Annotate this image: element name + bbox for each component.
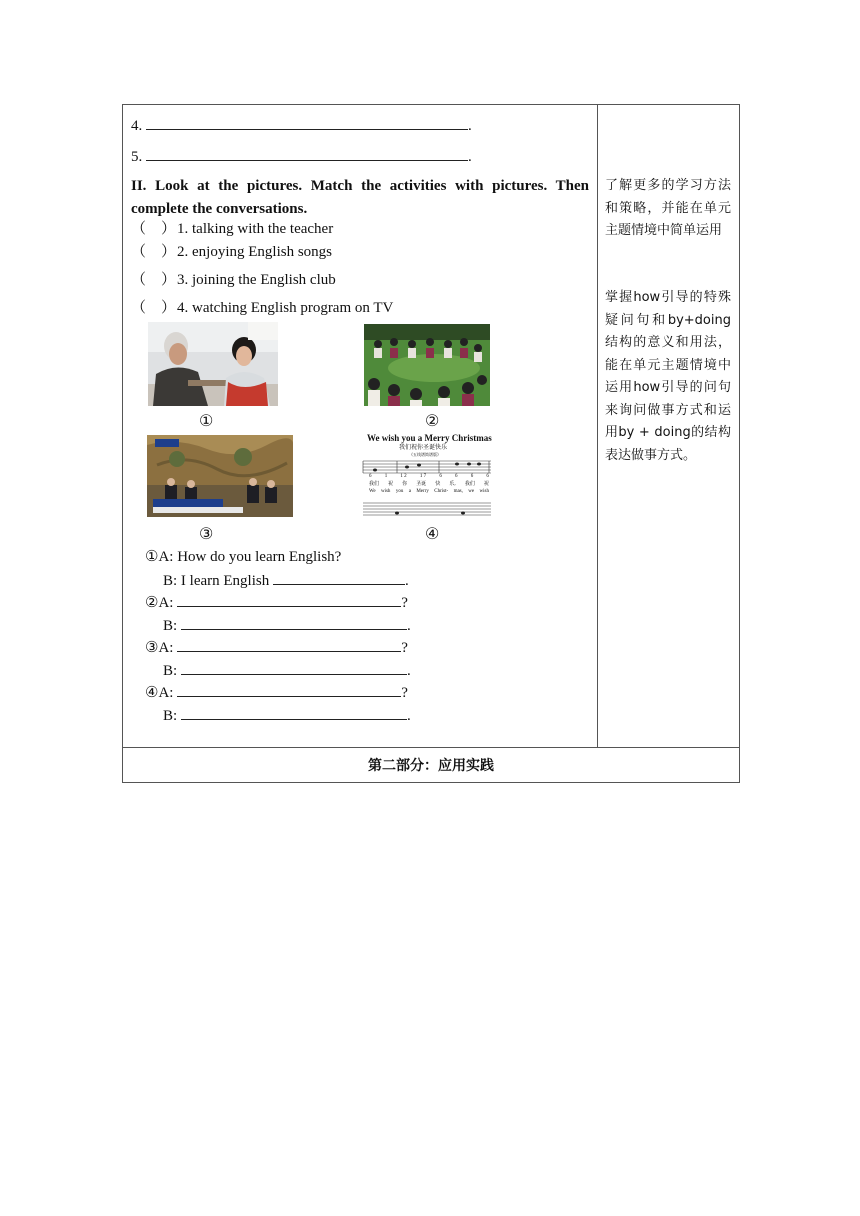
exercise-column (123, 105, 598, 747)
match-blank[interactable]: （ ） (131, 244, 177, 260)
dialogue-marker: ① (145, 549, 159, 565)
activity-item-3 (131, 270, 336, 290)
dialogue-line: A: How do you learn English? (158, 549, 342, 565)
dialogue-1-a (145, 547, 341, 567)
picture-4-marker: ④ (425, 526, 440, 543)
lyric-cn: 你 (402, 481, 408, 487)
picture-2 (364, 324, 490, 406)
dialogue-line: B: (163, 663, 178, 679)
line-number: 5. (131, 149, 143, 165)
lyric-en: a (408, 489, 411, 494)
lyric-cn: 乐, (449, 481, 456, 487)
dialogue-4-a (145, 682, 408, 703)
objectives-column (598, 105, 739, 747)
answer-blank[interactable] (146, 115, 468, 130)
activity-item-1 (131, 219, 333, 239)
picture-3 (147, 435, 293, 517)
lyric-en: we (468, 489, 475, 494)
dialogue-1-b (163, 570, 409, 591)
answer-blank[interactable] (181, 660, 407, 675)
dialogue-marker: ③ (145, 640, 159, 656)
note-number: 1 2 (400, 474, 407, 479)
music-staff (361, 457, 493, 519)
answer-blank[interactable] (181, 705, 407, 720)
dialogue-line: A: (158, 640, 174, 656)
lyric-cn: 我们 (369, 481, 380, 487)
song-numbers (369, 474, 489, 480)
activity-label: 3. joining the English club (177, 272, 336, 288)
lyric-cn: 快 (435, 481, 441, 487)
song-title-cn: 我们祝你圣诞快乐 (399, 444, 448, 451)
dialogue-4-b (163, 705, 411, 726)
lyric-cn: 祝 (388, 481, 394, 487)
note-number: 6 (439, 474, 442, 479)
line-end: . (406, 663, 411, 679)
lyric-cn: 我们 (464, 481, 475, 487)
match-blank[interactable]: （ ） (131, 272, 177, 288)
match-blank[interactable]: （ ） (131, 221, 177, 237)
lyric-cn: 祝 (483, 481, 489, 487)
song-lyrics-cn (369, 481, 489, 487)
objective-note-2: 掌握how引导的特殊疑问句和by+doing结构的意义和用法，能在单元主题情境中运用how引导的问句来询问做事方式和运用by + doing的结构表达做事方式。 (605, 290, 731, 463)
line-end: . (468, 118, 472, 134)
dialogue-line: A: (158, 595, 174, 611)
activity-label: 1. talking with the teacher (177, 221, 334, 237)
picture-1-marker: ① (199, 413, 214, 430)
line-end: ? (401, 685, 408, 701)
activity-item-4 (131, 298, 393, 318)
picture-3-marker: ③ (199, 526, 214, 543)
dialogue-line: B: (163, 708, 178, 724)
answer-blank[interactable] (177, 592, 401, 607)
song-lyrics-en (369, 489, 489, 495)
dialogue-2-b (163, 615, 411, 636)
answer-blank[interactable] (273, 570, 405, 585)
activity-item-2 (131, 242, 332, 262)
dialogue-3-a (145, 637, 408, 658)
exercise-row (123, 105, 739, 748)
section-footer (123, 748, 739, 782)
lyric-en: mas, (453, 489, 463, 494)
dialogue-marker: ② (145, 595, 159, 611)
objective-note-1: 了解更多的学习方法和策略，并能在单元主题情境中简单运用 (605, 178, 731, 238)
note-number: 1 (384, 474, 388, 479)
answer-blank[interactable] (177, 682, 401, 697)
note-number: 1 7 (419, 474, 427, 479)
lyric-en: you (395, 489, 404, 494)
picture-2-marker: ② (425, 413, 440, 430)
answer-blank[interactable] (146, 146, 468, 161)
note-number: 6 (369, 474, 372, 479)
dialogue-marker: ④ (145, 685, 159, 701)
section-heading: II. Look at the pictures. Match the activities with pictures. Then complete the conversations. (131, 178, 589, 217)
lyric-en: wish (479, 489, 489, 494)
answer-blank[interactable] (177, 637, 401, 652)
blank-line-4 (131, 115, 472, 136)
note-number: 6 (486, 474, 489, 479)
note-number: 6 (470, 474, 474, 479)
picture-1 (148, 322, 278, 406)
dialogue-3-b (163, 660, 411, 681)
answer-blank[interactable] (181, 615, 407, 630)
lyric-en: Christ- (434, 489, 449, 494)
dialogue-line: B: I learn English (163, 573, 270, 589)
line-end: . (406, 708, 411, 724)
note-number: 6 (455, 474, 458, 479)
match-blank[interactable]: （ ） (131, 300, 177, 316)
line-end: ? (401, 640, 408, 656)
lyric-en: We (369, 489, 376, 494)
line-end: . (468, 149, 472, 165)
song-title: We wish you a Merry Christmas (367, 433, 492, 443)
lyric-en: Merry (416, 489, 429, 494)
activity-label: 2. enjoying English songs (177, 244, 333, 260)
lesson-table (122, 104, 740, 783)
line-end: . (406, 618, 411, 634)
footer-title: 第二部分：应用实践 (368, 758, 494, 774)
song-note: 《五线谱简谱版》 (409, 452, 441, 457)
blank-line-5 (131, 146, 472, 167)
line-number: 4. (131, 118, 143, 134)
lyric-cn: 圣诞 (416, 481, 427, 487)
line-end: . (404, 573, 409, 589)
picture-4 (361, 433, 493, 519)
dialogue-line: A: (158, 685, 174, 701)
dialogue-2-a (145, 592, 408, 613)
line-end: ? (401, 595, 408, 611)
dialogue-line: B: (163, 618, 178, 634)
activity-label: 4. watching English program on TV (177, 300, 394, 316)
lyric-en: wish (380, 489, 391, 494)
